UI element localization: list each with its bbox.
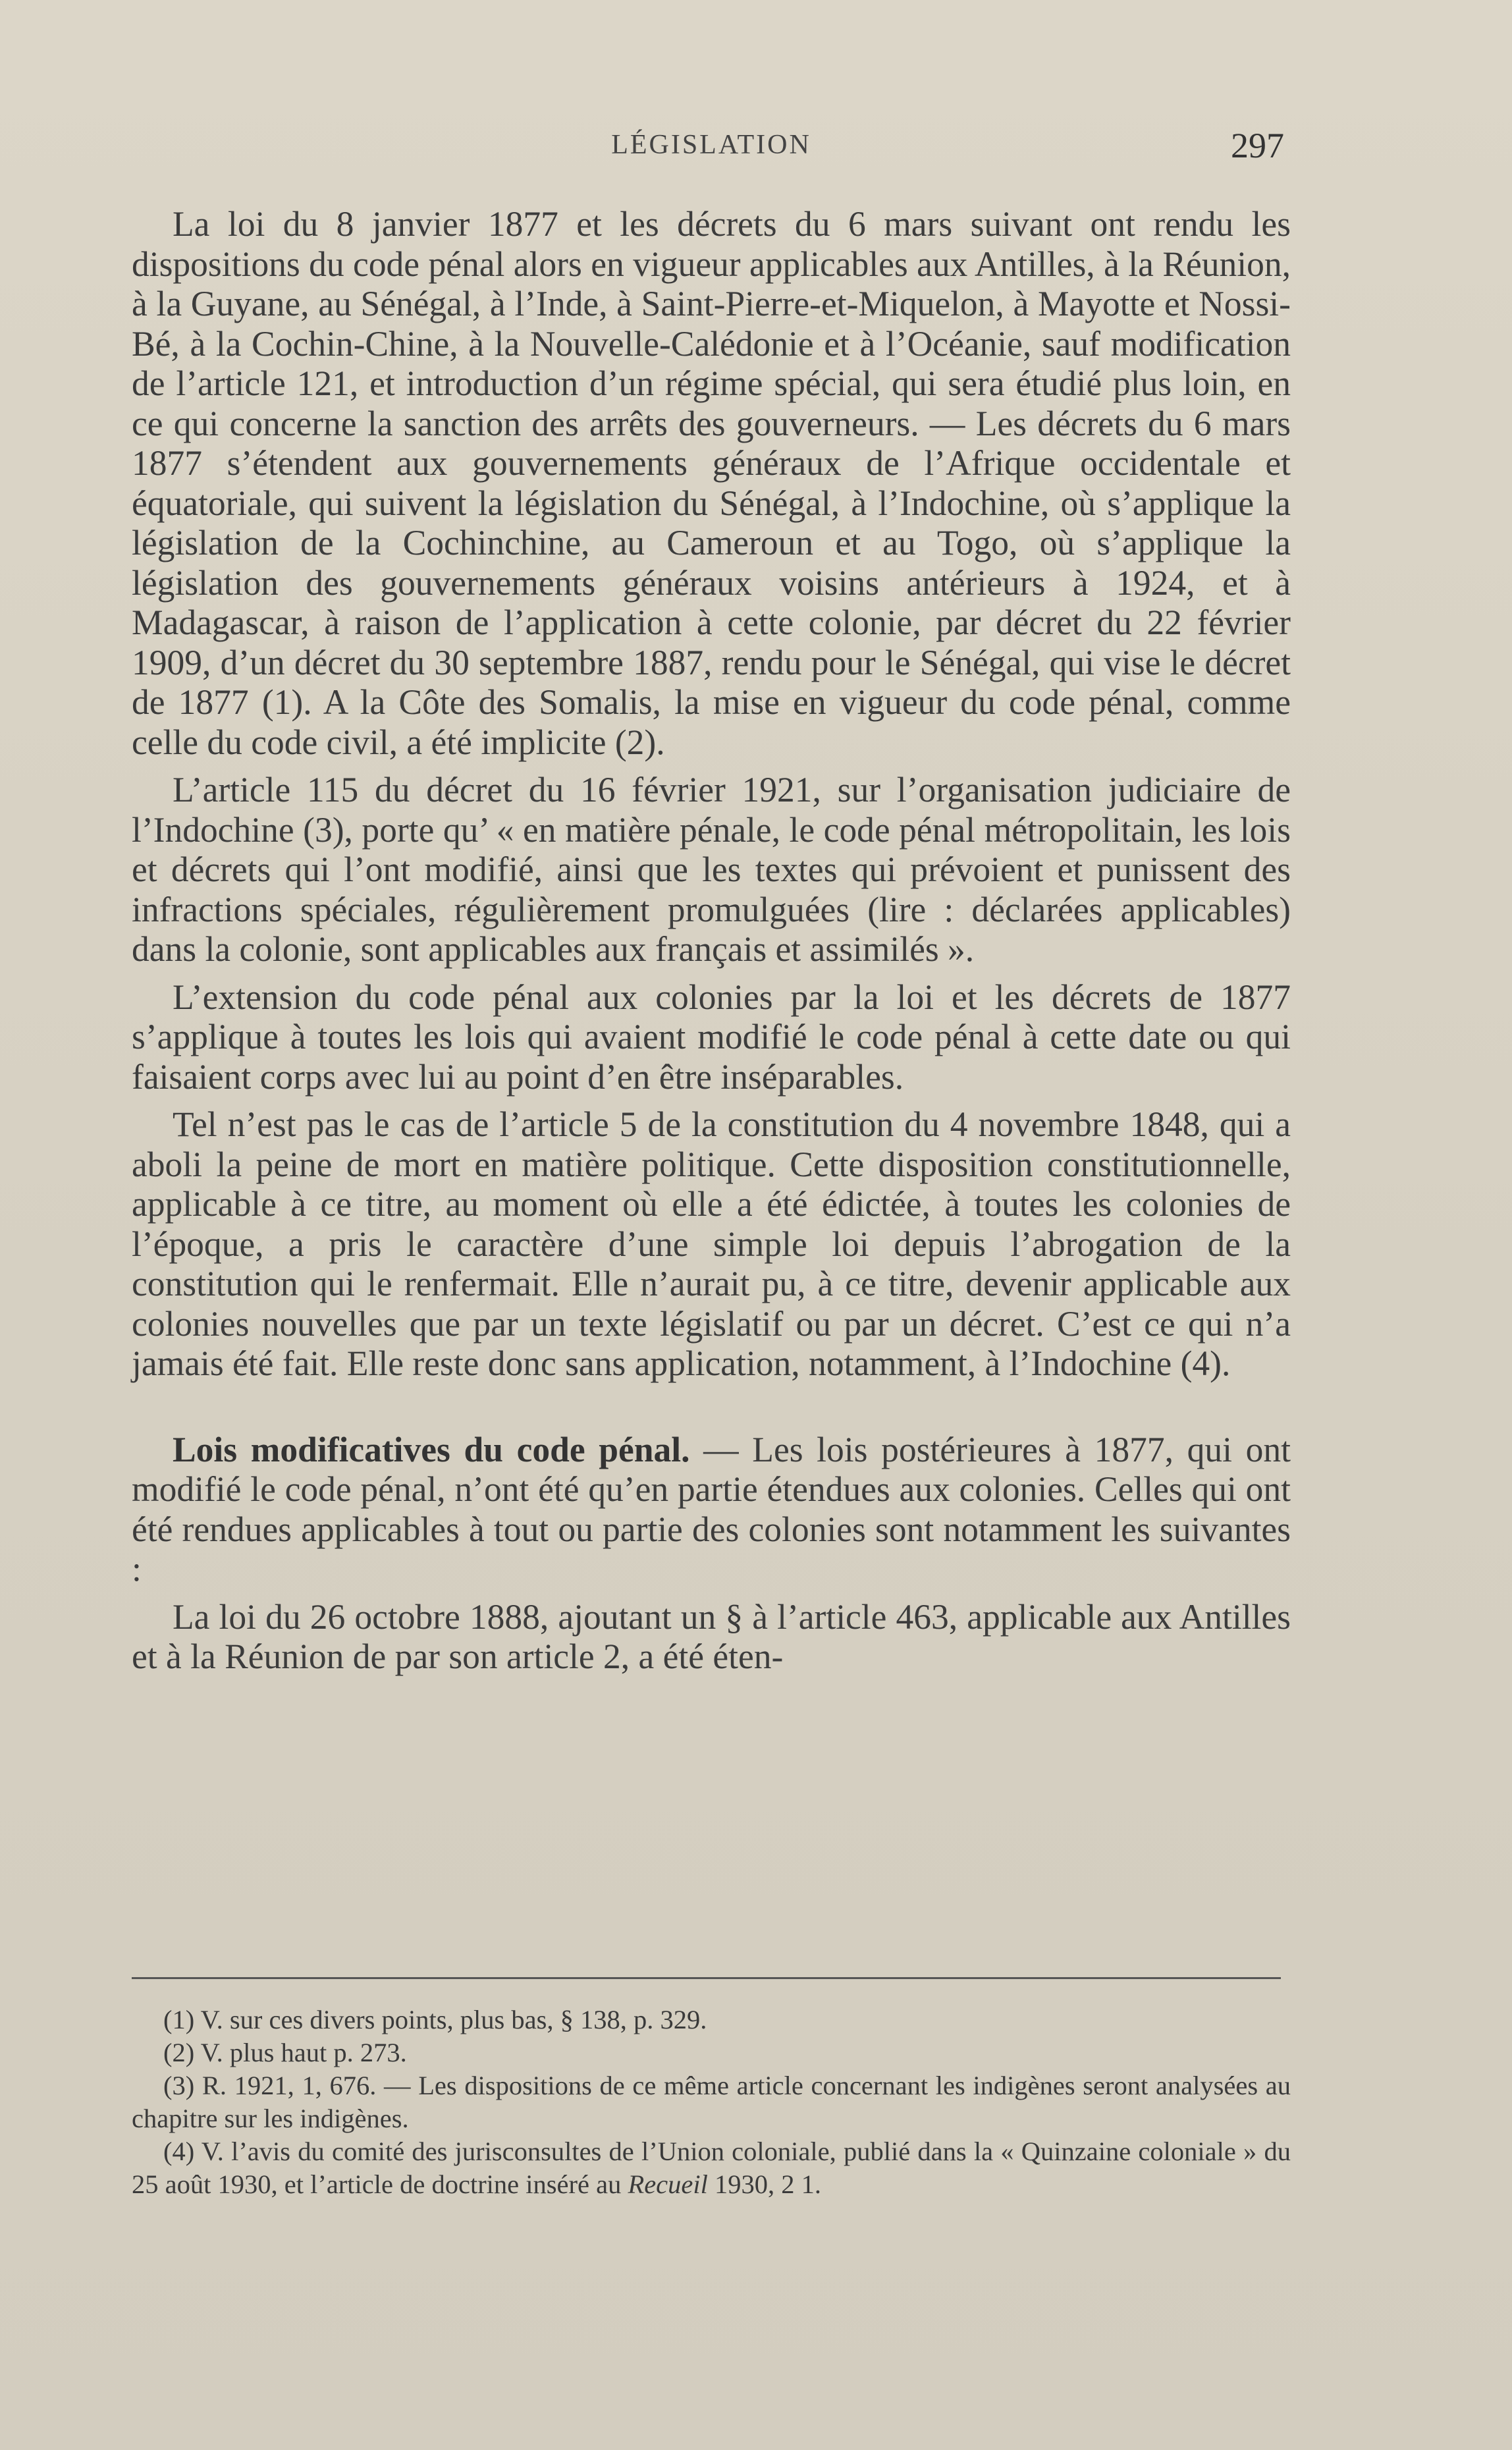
running-title: LÉGISLATION (611, 130, 811, 160)
footnote-4-text: (4) V. l’avis du comité des jurisconsultes de l’Union coloniale, publié dans la « Quinzaine coloniale » du 25 août 1930, et l’article de doctrine inséré au (132, 2137, 1291, 2199)
footnote-divider (132, 1977, 1281, 1979)
paragraph-3: L’extension du code pénal aux colonies par la loi et les décrets de 1877 s’applique à toutes les lois qui avaient modifié le code pénal à cette date ou qui faisaient corps avec lui au point d’en être inséparables. (132, 977, 1291, 1097)
section-paragraph (132, 1430, 1291, 1589)
footnote-4-end: 1930, 2 1. (707, 2169, 822, 2199)
section-title: Lois modificatives du code pénal. (173, 1429, 690, 1469)
paragraph-last: La loi du 26 octobre 1888, ajoutant un § à l’article 463, applicable aux Antilles et à la Réunion de par son article 2, a été éten- (132, 1596, 1291, 1676)
section-text: — Les lois postérieures à 1877, qui ont modifié le code pénal, n’ont été qu’en partie étendues aux colonies. Celles qui ont été rendues applicables à tout ou partie des colonies sont notamment les suivantes : (132, 1429, 1291, 1589)
footnote-3: (3) R. 1921, 1, 676. — Les dispositions de ce même article concernant les indigènes seront analysées au chapitre sur les indigènes. (132, 2071, 1291, 2133)
main-text (132, 204, 1291, 1685)
page-header (138, 126, 1284, 175)
footnote-4 (132, 2135, 1291, 2201)
footnote-2: (2) V. plus haut p. 273. (163, 2038, 407, 2067)
footnotes (132, 2003, 1291, 2201)
paragraph-2: L’article 115 du décret du 16 février 1921, sur l’organisation judiciaire de l’Indochine (3), porte qu’ « en matière pénale, le code pénal métropolitain, les lois et décrets qui l’ont modifié, ainsi que les textes qui prévoient et punissent des infractions spéciales, régulièrement promulguées (lire : déclarées applicables) dans la colonie, sont applicables aux français et assimilés ». (132, 770, 1291, 969)
page-number: 297 (1231, 126, 1284, 165)
footnote-1: (1) V. sur ces divers points, plus bas, § 138, p. 329. (163, 2005, 707, 2034)
paragraph-4: Tel n’est pas le cas de l’article 5 de la constitution du 4 novembre 1848, qui a aboli la peine de mort en matière politique. Cette disposition constitutionnelle, applicable à ce titre, au moment où elle a été édictée, à toutes les colonies de l’époque, a pris le caractère d’une simple loi depuis l’abrogation de la constitution qui le renfermait. Elle n’aurait pu, à ce titre, devenir applicable aux colonies nouvelles que par un texte législatif ou par un décret. C’est ce qui n’a jamais été fait. Elle reste donc sans application, notamment, à l’Indochine (4). (132, 1104, 1291, 1383)
paragraph-1: La loi du 8 janvier 1877 et les décrets du 6 mars suivant ont rendu les dispositions du code pénal alors en vigueur applicables aux Antilles, à la Réunion, à la Guyane, au Sénégal, à l’Inde, à Saint-Pierre-et-Miquelon, à Mayotte et Nossi-Bé, à la Cochin-Chine, à la Nouvelle-Calédonie et à l’Océanie, sauf modification de l’article 121, et introduction d’un régime spécial, qui sera étudié plus loin, en ce qui concerne la sanction des arrêts des gouverneurs. — Les décrets du 6 mars 1877 s’étendent aux gouvernements généraux de l’Afrique occidentale et équatoriale, qui suivent la législation du Sénégal, à l’Indochine, où s’applique la législation de la Cochinchine, au Cameroun et au Togo, où s’applique la législation des gouvernements généraux voisins antérieurs à 1924, et à Madagascar, à raison de l’application à cette colonie, par décret du 22 février 1909, d’un décret du 30 septembre 1887, rendu pour le Sénégal, qui vise le décret de 1877 (1). A la Côte des Somalis, la mise en vigueur du code pénal, comme celle du code civil, a été implicite (2). (132, 204, 1291, 762)
footnote-4-italic: Recueil (628, 2169, 708, 2199)
